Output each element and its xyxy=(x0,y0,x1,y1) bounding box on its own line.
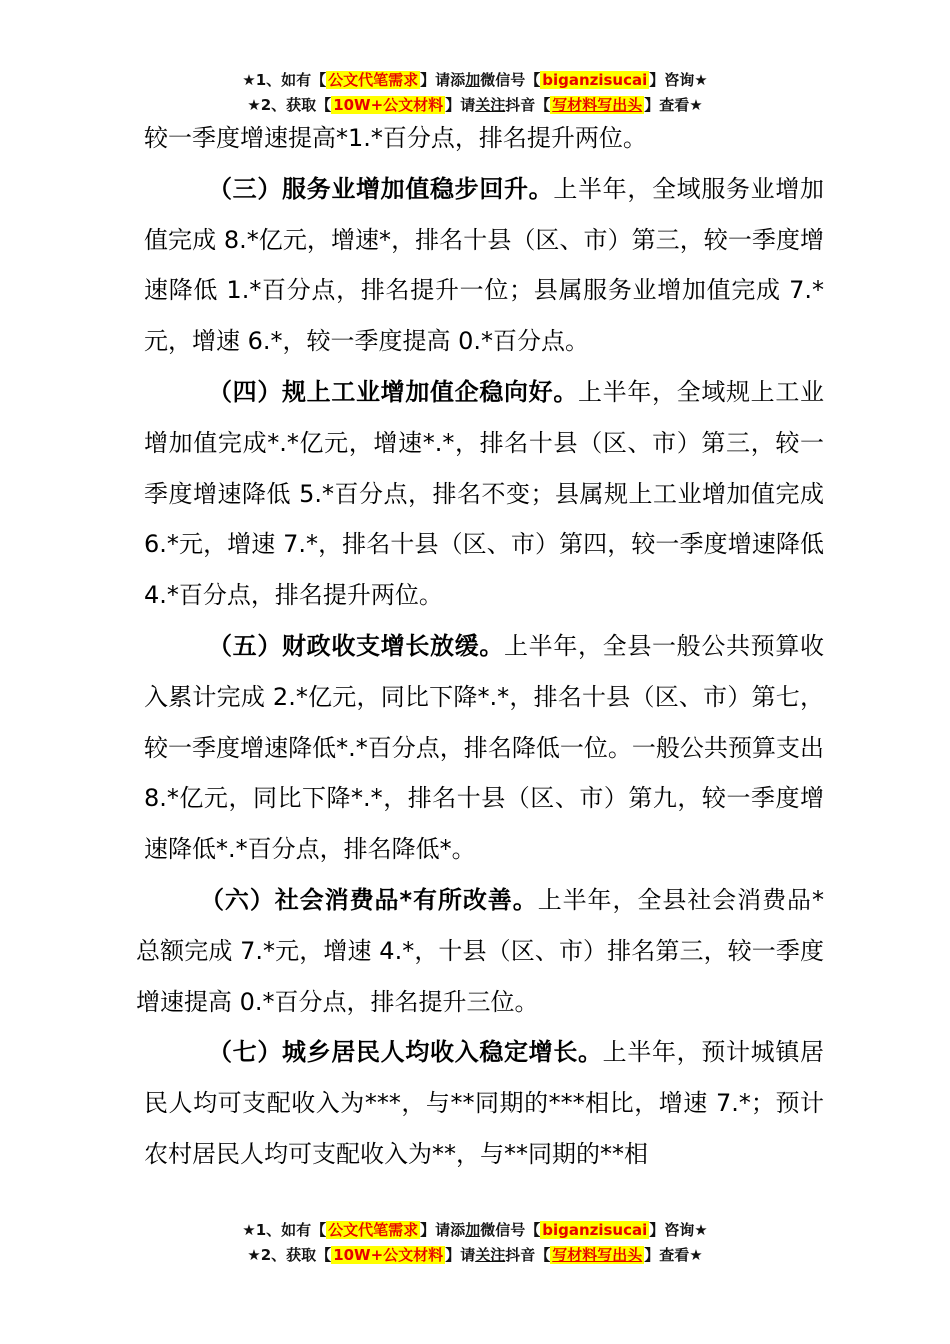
highlight-materials-label: 10W+公文材料 xyxy=(333,1246,444,1264)
highlight-wechat-id: biganzisucai xyxy=(542,1221,648,1239)
paragraph-text: 较一季度增速提高*1.*百分点，排名提升两位。 xyxy=(144,124,647,152)
footer-banner xyxy=(0,1218,950,1268)
paragraph-finance xyxy=(144,621,824,875)
paragraph-text: 上半年，全域规上工业增加值完成*.*亿元，增速*.*，排名十县（区、市）第三，较一季度增速降低 5.*百分点，排名不变；县属规上工业增加值完成 6.*元，增速 7.*，排名十县（区、市）第四，较一季度增速降低 4.*百分点，排名提升两位。 xyxy=(144,377,824,610)
banner-text: 】查看★ xyxy=(644,1246,703,1264)
highlight-wechat-id: biganzisucai xyxy=(542,71,648,89)
banner-line-1 xyxy=(0,1218,950,1243)
banner-text: 】查看★ xyxy=(644,96,703,114)
banner-text: 抖音【 xyxy=(505,1246,551,1264)
banner-text: 】请添 xyxy=(420,1221,466,1239)
paragraph-industry xyxy=(144,367,824,621)
highlight-douyin-account: 写材料写出头 xyxy=(552,96,643,114)
paragraph-continuation xyxy=(144,113,824,164)
paragraph-text: 上半年，预计城镇居民人均可支配收入为***，与**同期的***相比，增速 7.*；预计农村居民人均可支配收入为**，与**同期的**相 xyxy=(144,1038,825,1168)
section-heading: （五）财政收支增长放缓。 xyxy=(208,631,504,660)
section-heading: （四）规上工业增加值企稳向好。 xyxy=(208,377,578,406)
banner-text: 微信号【 xyxy=(480,1221,541,1239)
banner-text: 】请 xyxy=(445,96,476,114)
paragraph-income xyxy=(144,1027,824,1179)
paragraph-text: 上半年，全县一般公共预算收入累计完成 2.*亿元，同比下降*.*，排名十县（区、市）第七，较一季度增速降低*.*百分点，排名降低一位。一般公共预算支出 8.*亿元，同比下降*.*，排名十县（区、市）第九，较一季度增速降低*.*百分点，排名降低*。 xyxy=(144,631,824,864)
banner-text: 微信号【 xyxy=(480,71,541,89)
banner-text: ★1、如有【 xyxy=(242,1221,327,1239)
banner-text: ★2、获取【 xyxy=(247,1246,332,1264)
banner-text: 】请添 xyxy=(420,71,466,89)
highlight-materials-label: 10W+公文材料 xyxy=(333,96,444,114)
banner-text: 】咨询★ xyxy=(649,71,708,89)
document-body xyxy=(136,113,825,1180)
highlight-service-label: 公文代笔需求 xyxy=(328,71,419,89)
banner-text: ★1、如有【 xyxy=(242,71,327,89)
section-heading: （六）社会消费品*有所改善。 xyxy=(200,885,538,914)
highlight-douyin-account: 写材料写出头 xyxy=(552,1246,643,1264)
section-heading: （七）城乡居民人均收入稳定增长。 xyxy=(208,1038,603,1067)
paragraph-text: 上半年，全县社会消费品*总额完成 7.*元，增速 4.*，十县（区、市）排名第三，较一季度增速提高 0.*百分点，排名提升三位。 xyxy=(136,885,824,1016)
banner-line-2 xyxy=(0,1243,950,1268)
paragraph-services xyxy=(144,164,824,367)
header-banner xyxy=(0,68,950,118)
banner-text: ★2、获取【 xyxy=(247,96,332,114)
banner-text: 抖音【 xyxy=(505,96,551,114)
highlight-service-label: 公文代笔需求 xyxy=(328,1221,419,1239)
banner-text-underlined: 关注 xyxy=(475,1246,506,1264)
paragraph-text: 上半年，全域服务业增加值完成 8.*亿元，增速*，排名十县（区、市）第三，较一季度增速降低 1.*百分点，排名提升一位；县属服务业增加值完成 7.*元，增速 6.*，较一季度提高 0.*百分点。 xyxy=(144,174,825,356)
banner-text-underlined: 加 xyxy=(465,1221,481,1239)
banner-text-underlined: 加 xyxy=(465,71,481,89)
paragraph-consumption xyxy=(136,875,824,1027)
banner-line-1 xyxy=(0,68,950,93)
section-heading: （三）服务业增加值稳步回升。 xyxy=(208,174,554,203)
banner-text: 】请 xyxy=(445,1246,476,1264)
banner-text-underlined: 关注 xyxy=(475,96,506,114)
banner-text: 】咨询★ xyxy=(649,1221,708,1239)
